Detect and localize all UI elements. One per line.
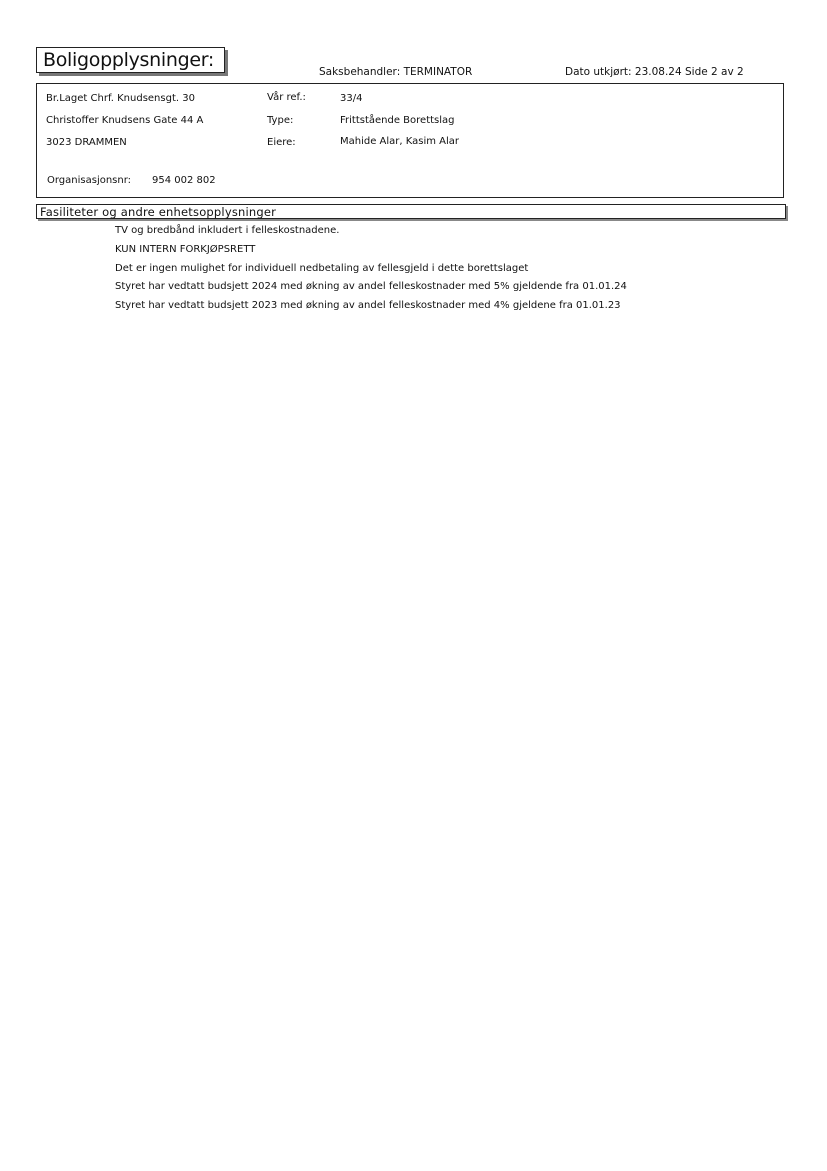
property-info-box bbox=[36, 83, 784, 198]
org-number-label: Organisasjonsnr: bbox=[47, 175, 132, 186]
type-label: Type: bbox=[267, 115, 294, 126]
saksbehandler-text: Saksbehandler: TERMINATOR bbox=[319, 66, 473, 78]
facility-line: Det er ingen mulighet for individuell nedbetaling av fellesgjeld i dette borettslaget bbox=[115, 263, 529, 274]
facility-line: Styret har vedtatt budsjett 2024 med økning av andel felleskostnader med 5% gjeldende fra 01.01.24 bbox=[115, 281, 627, 292]
facilities-heading: Fasiliteter og andre enhetsopplysninger bbox=[40, 205, 277, 219]
eiere-value: Mahide Alar, Kasim Alar bbox=[340, 136, 460, 147]
address-line-1: Br.Laget Chrf. Knudsensgt. 30 bbox=[46, 93, 195, 104]
address-line-3: 3023 DRAMMEN bbox=[46, 137, 127, 148]
var-ref-label: Vår ref.: bbox=[267, 92, 306, 103]
org-number-value: 954 002 802 bbox=[152, 175, 216, 186]
date-page-text: Dato utkjørt: 23.08.24 Side 2 av 2 bbox=[565, 66, 744, 78]
eiere-label: Eiere: bbox=[267, 137, 296, 148]
facility-line: KUN INTERN FORKJØPSRETT bbox=[115, 244, 256, 255]
facilities-section-header bbox=[36, 204, 786, 219]
facility-line: Styret har vedtatt budsjett 2023 med økning av andel felleskostnader med 4% gjeldene fra 01.01.23 bbox=[115, 300, 621, 311]
page-title: Boligopplysninger: bbox=[43, 49, 215, 71]
type-value: Frittstående Borettslag bbox=[340, 115, 455, 126]
address-line-2: Christoffer Knudsens Gate 44 A bbox=[46, 115, 204, 126]
var-ref-value: 33/4 bbox=[340, 93, 363, 104]
title-box bbox=[36, 47, 225, 73]
facility-line: TV og bredbånd inkludert i felleskostnadene. bbox=[115, 225, 340, 236]
